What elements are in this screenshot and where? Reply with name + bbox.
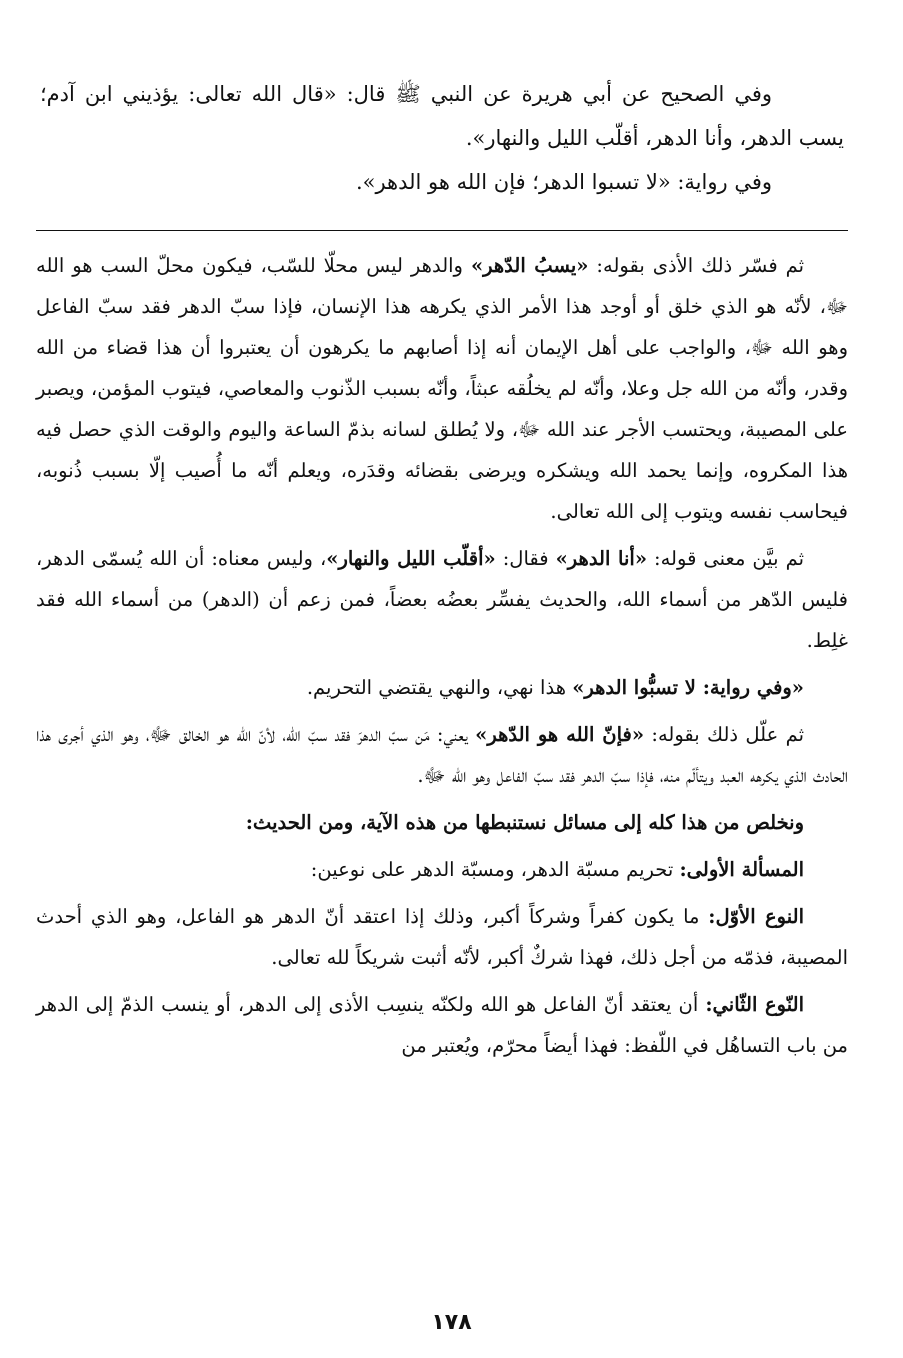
paragraph-6 [36, 849, 848, 890]
issue-1-label: المسألة الأولى: [679, 858, 804, 881]
p4-lead: ثم علّل ذلك بقوله: [644, 723, 804, 746]
hadith-text [36, 72, 848, 204]
type-2-text: أن يعتقد أنّ الفاعل هو الله ولكنّه ينسِب الأذى إلى الدهر، أو ينسب الذمّ إلى الدهر من باب التساهُل في اللّفظ: فهذا أيضاً محرّم، ويُعتبر من [36, 993, 848, 1057]
commentary [36, 245, 848, 1066]
p1-quote: «يسبُ الدّهر» [470, 254, 589, 277]
paragraph-7 [36, 896, 848, 978]
paragraph-3 [36, 667, 848, 708]
p2-rest: ، وليس معناه: أن الله يُسمّى الدهر، فليس الدّهر من أسماء الله، والحديث يفسِّر بعضُه بعضاً، فمن زعم أن (الدهر) من أسماء الله فقد غلِط. [36, 547, 848, 652]
p2-mid: فقال: [495, 547, 556, 570]
p3-rest: هذا نهي، والنهي يقتضي التحريم. [306, 676, 573, 699]
type-2-label: النّوع الثّاني: [705, 993, 804, 1016]
type-1-label: النوع الأوّل: [708, 905, 804, 928]
paragraph-1 [36, 245, 848, 532]
issue-1-text: تحريم مسبّة الدهر، ومسبّة الدهر على نوعين: [310, 858, 680, 881]
p2-quote-1: «أنا الدهر» [555, 547, 648, 570]
p4-quote: «فإنّ الله هو الدّهر» [475, 723, 645, 746]
page [36, 72, 848, 1072]
paragraph-2 [36, 538, 848, 661]
p1-rest: والدهر ليس محلّا للسّب، فيكون محلّ السب هو الله ﷻ، لأنّه هو الذي خلق أو أوجد هذا الأمر الذي يكرهه هذا الإنسان، فإذا سبّ الدهر فقد سبّ الفاعل وهو الله ﷻ، والواجب على أهل الإيمان أنه إذا أصابهم ما يكرهون أن يعتبروا أن هذا قضاء من الله وقدر، وأنّه من الله جل وعلا، وأنّه لم يخلُقه عبثاً، وأنّه بسبب الذّنوب والمعاصي، فيتوب المؤمن، ويصبر على المصيبة، ويحتسب الأجر عند الله ﷻ، ولا يُطلق لسانه بذمّ الساعة واليوم والوقت الذي حصل فيه هذا المكروه، وإنما يحمد الله ويشكره ويرضى بقضائه وقدَره، ويعلم أنّه ما أُصيب إلّا بسبب ذُنوبه، فيحاسب نفسه ويتوب إلى الله تعالى. [36, 254, 848, 523]
type-1-text: ما يكون كفراً وشركاً أكبر، وذلك إذا اعتقد أنّ الدهر هو الفاعل، وهو الذي أحدث المصيبة، فذمّه من أجل ذلك، فهذا شركٌ أكبر، لأنّه أثبت شريكاً لله تعالى. [36, 905, 848, 969]
page-number: ١٧٨ [431, 1310, 472, 1335]
hadith-line-2: وفي رواية: «لا تسبوا الدهر؛ فإن الله هو الدهر». [355, 170, 772, 194]
hadith-line-1: وفي الصحيح عن أبي هريرة عن النبي ﷺ قال: «قال الله تعالى: يؤذيني ابن آدم؛ يسب الدهر، وأنا الدهر، أقلّب الليل والنهار». [40, 82, 844, 150]
divider-line [36, 230, 848, 231]
p2-quote-2: «أقلّب الليل والنهار» [326, 547, 496, 570]
p2-lead: ثم بيَّن معنى قوله: [647, 547, 805, 570]
p4-rest: يعني: مَن سبّ الدهرَ فقد سبّ الله، لأنّ الله هو الخالق ﷻ، وهو الذي أجرى هذا الحادث الذي يكرهه العبد ويتألّم منه، فإذا سبّ الدهر فقد سبّ الفاعل وهو الله ﷻ. [36, 723, 848, 787]
paragraph-4 [36, 714, 848, 796]
p1-lead: ثم فسّر ذلك الأذى بقوله: [588, 254, 804, 277]
p3-quote: «وفي رواية: لا تسبُّوا الدهر» [572, 676, 804, 699]
paragraph-5-heading: ونخلص من هذا كله إلى مسائل نستنبطها من هذه الآية، ومن الحديث: [245, 811, 804, 834]
paragraph-8 [36, 984, 848, 1066]
